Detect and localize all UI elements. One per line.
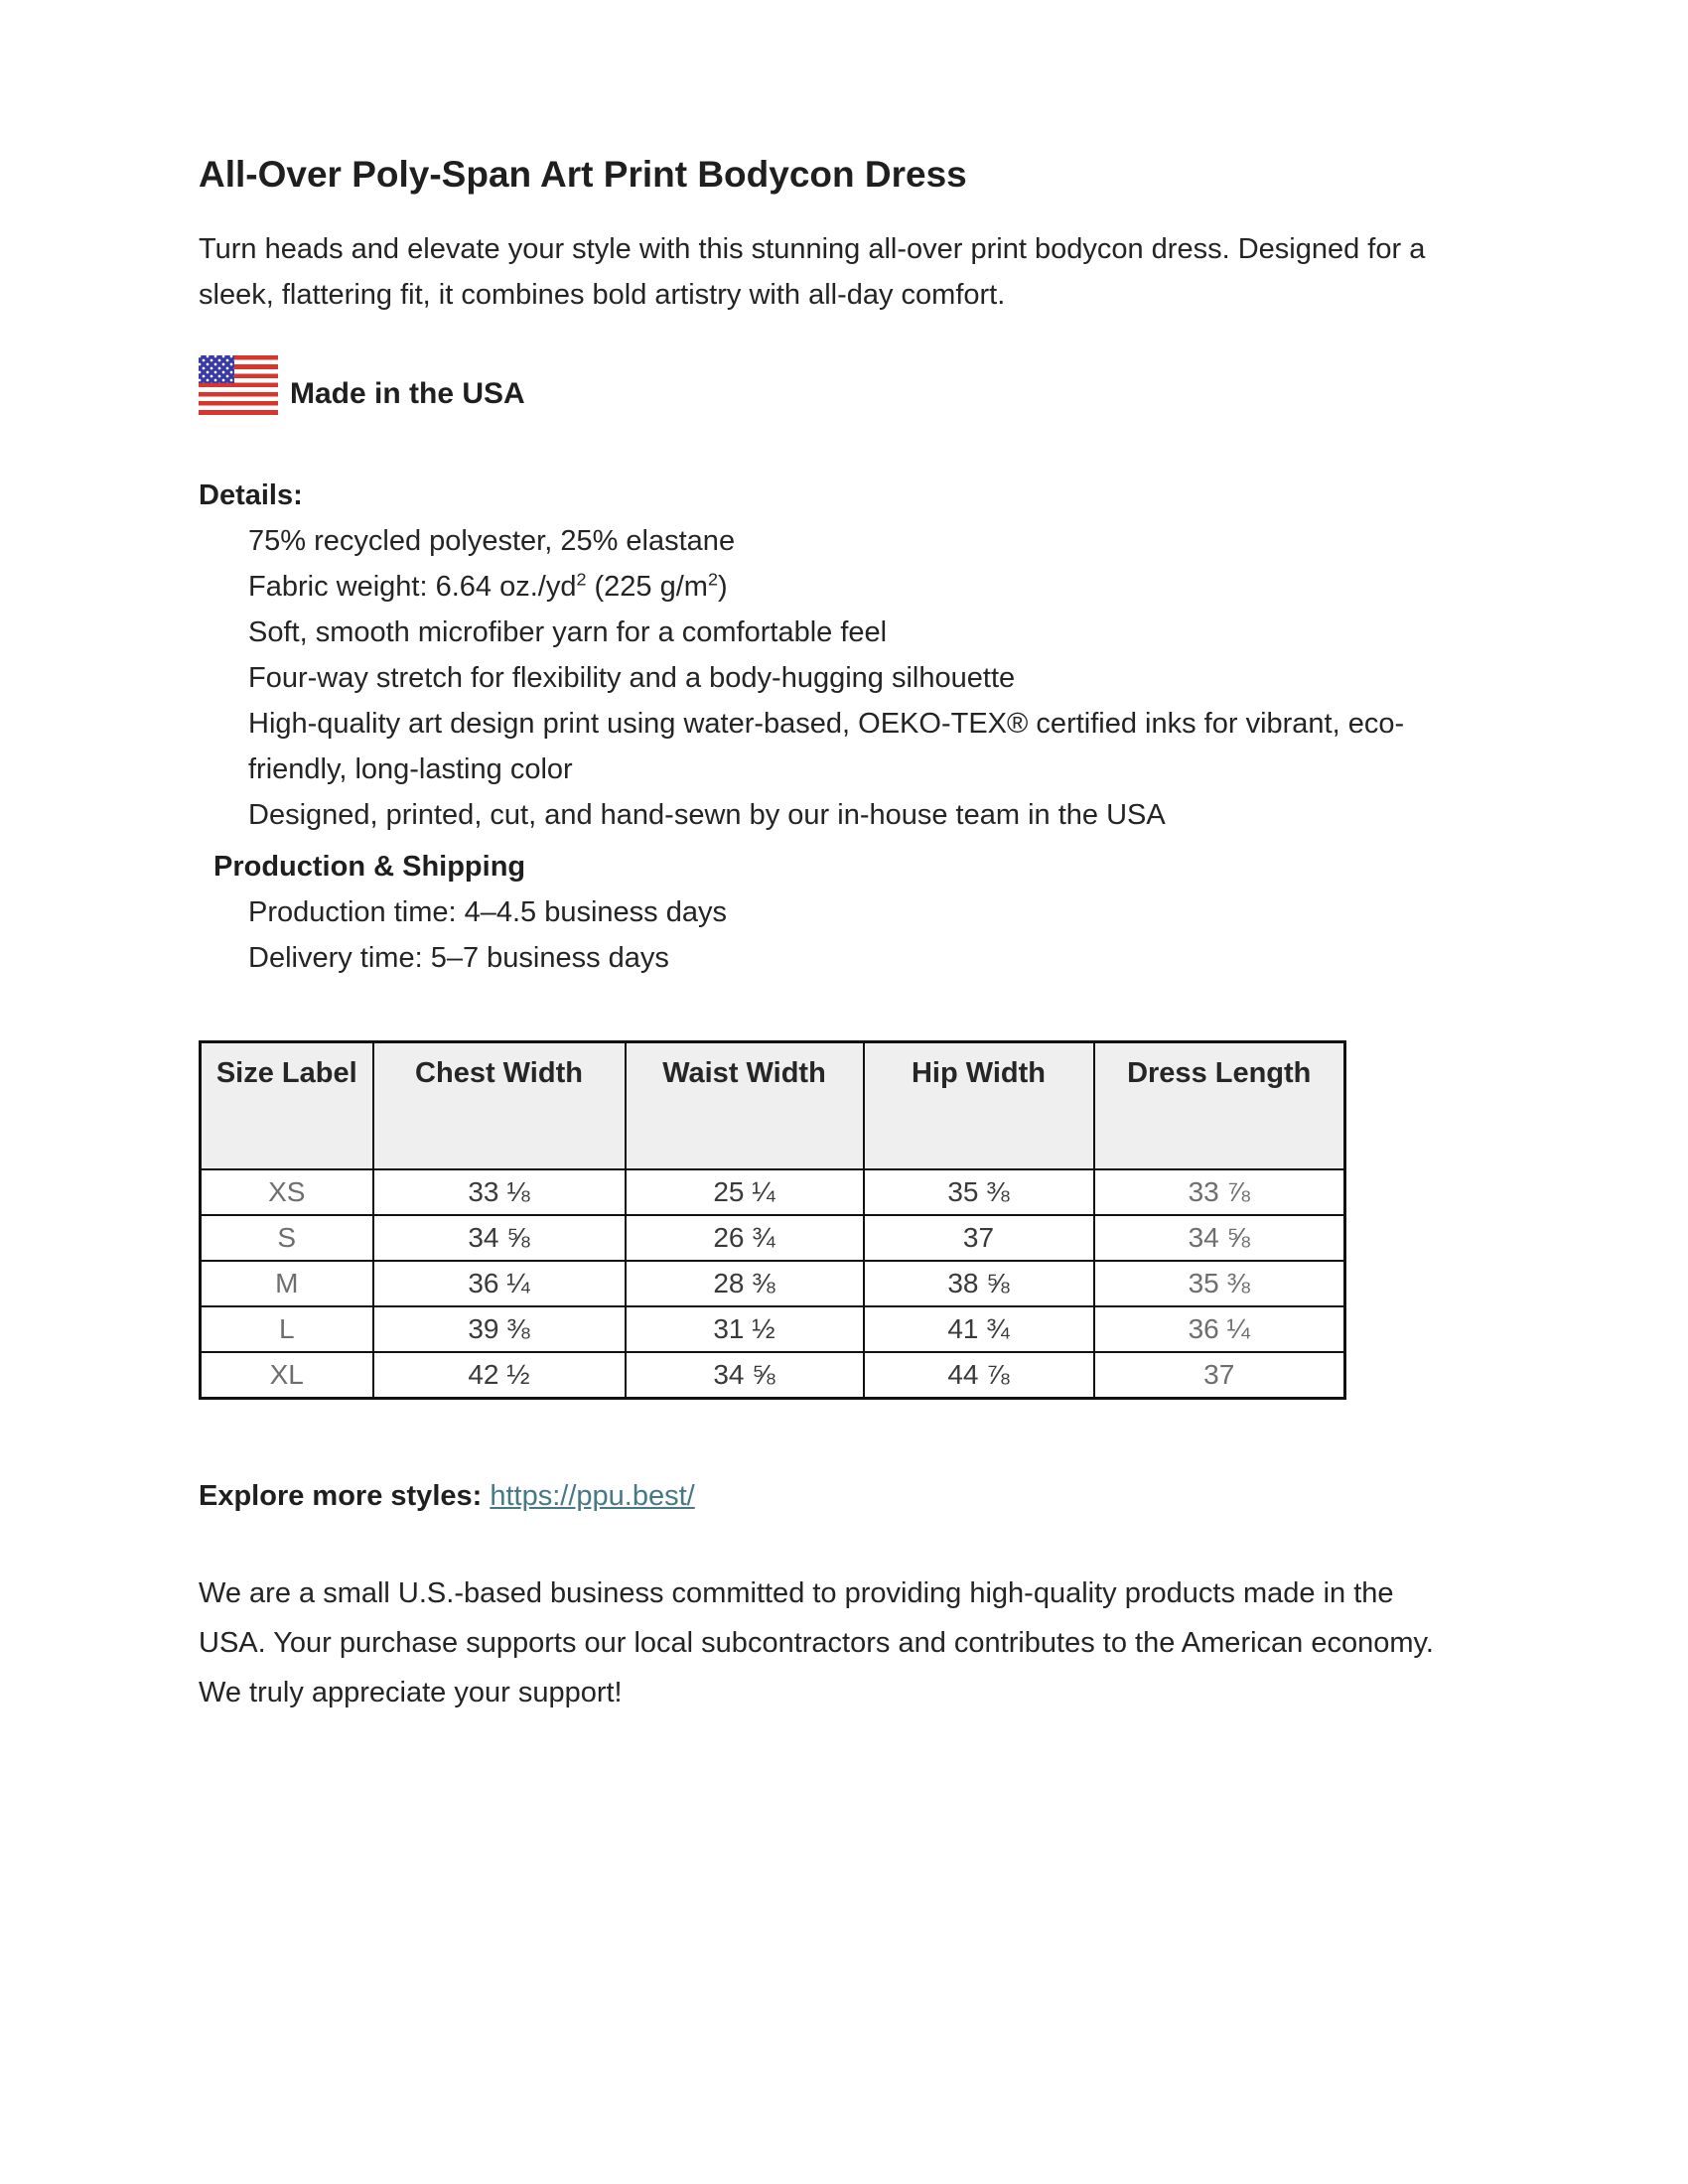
cell-size: S <box>201 1215 373 1261</box>
cell-size: XS <box>201 1169 373 1215</box>
us-flag-canton <box>199 355 234 383</box>
table-row <box>201 1215 1345 1261</box>
column-header-dress-length: Dress Length <box>1094 1042 1345 1170</box>
details-heading: Details: <box>199 479 303 511</box>
production-time-item: Production time: 4–4.5 business days <box>248 896 727 928</box>
production-list <box>248 889 1479 981</box>
production-shipping-heading: Production & Shipping <box>213 851 526 883</box>
cell-length: 34 ⅝ <box>1094 1215 1345 1261</box>
made-in-usa-label: Made in the USA <box>290 377 525 410</box>
cell-length: 37 <box>1094 1352 1345 1399</box>
details-list <box>248 518 1479 838</box>
page-title: All-Over Poly-Span Art Print Bodycon Dress <box>199 154 967 195</box>
cell-length: 33 ⅞ <box>1094 1169 1345 1215</box>
cell-length: 35 ⅜ <box>1094 1261 1345 1306</box>
detail-item-stretch: Four-way stretch for flexibility and a body-hugging silhouette <box>248 662 1016 694</box>
detail-item-material: 75% recycled polyester, 25% elastane <box>248 525 736 557</box>
cell-length: 36 ¼ <box>1094 1306 1345 1352</box>
column-header-size-label: Size Label <box>201 1042 373 1170</box>
cell-size: M <box>201 1261 373 1306</box>
cell-waist: 26 ¾ <box>626 1215 864 1261</box>
detail-item-fabric-weight <box>248 564 1479 610</box>
cell-chest: 34 ⅝ <box>373 1215 626 1261</box>
column-header-chest-width: Chest Width <box>373 1042 626 1170</box>
cell-waist: 25 ¼ <box>626 1169 864 1215</box>
intro-paragraph: Turn heads and elevate your style with this stunning all-over print bodycon dress. Designed for a sleek, flattering fit, it combines bold artistry with all-day comfort. <box>199 233 1426 311</box>
explore-more-line <box>199 1473 1479 1519</box>
delivery-time-item: Delivery time: 5–7 business days <box>248 942 669 974</box>
fabric-weight-post: ) <box>717 571 728 603</box>
cell-waist: 31 ½ <box>626 1306 864 1352</box>
cell-size: L <box>201 1306 373 1352</box>
fabric-weight-pre: Fabric weight: 6.64 oz./yd <box>248 571 577 603</box>
cell-waist: 34 ⅝ <box>626 1352 864 1399</box>
cell-waist: 28 ⅜ <box>626 1261 864 1306</box>
column-header-waist-width: Waist Width <box>626 1042 864 1170</box>
cell-hip: 37 <box>864 1215 1094 1261</box>
table-row <box>201 1352 1345 1399</box>
cell-hip: 41 ¾ <box>864 1306 1094 1352</box>
cell-chest: 33 ⅛ <box>373 1169 626 1215</box>
cell-hip: 38 ⅝ <box>864 1261 1094 1306</box>
cell-chest: 42 ½ <box>373 1352 626 1399</box>
cell-chest: 36 ¼ <box>373 1261 626 1306</box>
detail-item-print: High-quality art design print using water-based, OEKO-TEX® certified inks for vibrant, eco-friendly, long-lasting color <box>248 708 1405 785</box>
fabric-weight-sup: 2 <box>576 569 587 590</box>
table-row <box>201 1169 1345 1215</box>
cell-hip: 35 ⅜ <box>864 1169 1094 1215</box>
table-row <box>201 1261 1345 1306</box>
explore-link[interactable]: https://ppu.best/ <box>490 1480 695 1512</box>
closing-paragraph: We are a small U.S.-based business committed to providing high-quality products made in the USA. Your purchase supports our local subcontractors and contributes to the American economy. We truly appreciate your support! <box>199 1577 1434 1708</box>
cell-chest: 39 ⅜ <box>373 1306 626 1352</box>
detail-item-made: Designed, printed, cut, and hand-sewn by our in-house team in the USA <box>248 799 1166 831</box>
size-chart-table <box>199 1040 1346 1400</box>
table-header-row <box>201 1042 1345 1170</box>
table-row <box>201 1306 1345 1352</box>
made-in-usa-row <box>199 353 1479 415</box>
cell-size: XL <box>201 1352 373 1399</box>
cell-hip: 44 ⅞ <box>864 1352 1094 1399</box>
explore-more-label: Explore more styles: <box>199 1480 483 1512</box>
fabric-weight-sup: 2 <box>707 569 718 590</box>
us-flag-icon <box>199 355 278 415</box>
column-header-hip-width: Hip Width <box>864 1042 1094 1170</box>
detail-item-yarn: Soft, smooth microfiber yarn for a comfortable feel <box>248 616 888 648</box>
fabric-weight-mid: (225 g/m <box>586 571 708 603</box>
